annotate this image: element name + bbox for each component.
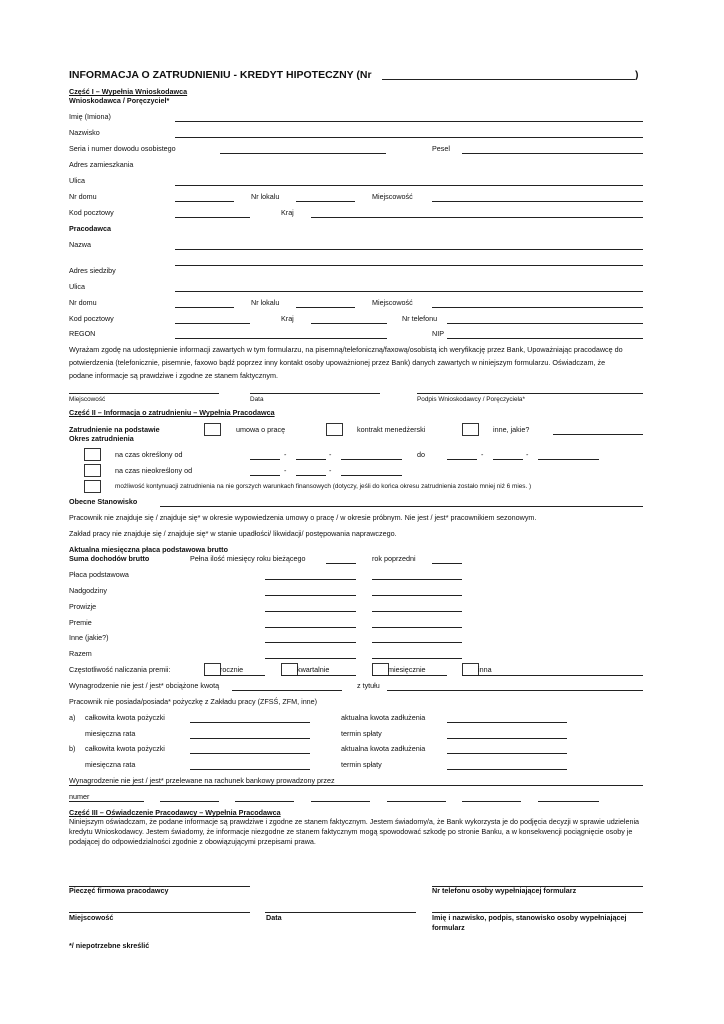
account-seg-3[interactable]: [235, 801, 294, 802]
loan-b-rate-label: miesięczna rata: [85, 760, 136, 769]
fixed-to-day[interactable]: [447, 459, 477, 460]
total-label: Razem: [69, 649, 92, 658]
fixed-from-day[interactable]: [250, 459, 280, 460]
employer-country-label: Kraj: [281, 314, 294, 323]
overtime-prev[interactable]: [372, 595, 462, 596]
transferred-label: Wynagrodzenie nie jest / jest* przelewane na rachunek bankowy prowadzony przez: [69, 776, 335, 785]
employer-city-label: Miejscowość: [372, 298, 413, 307]
bonus-current[interactable]: [265, 627, 356, 628]
overtime-label: Nadgodziny: [69, 586, 107, 595]
first-name-label: Imię (Imiona): [69, 112, 111, 121]
continuation-label: możliwość kontynuacji zatrudnienia na nie gorszych warunkach finansowych (dotyczy, jeśli do końca okresu zatrudnienia zostało mniej niż 6 mies. ): [115, 483, 532, 490]
loan-b-balance-field[interactable]: [447, 753, 567, 754]
checkbox-continuation[interactable]: [84, 480, 101, 493]
freq-monthly-label: miesięcznie: [388, 665, 426, 674]
sig-date-field[interactable]: [250, 393, 380, 394]
stamp-label: Pieczęć firmowa pracodawcy: [69, 886, 169, 895]
employer-country-field[interactable]: [311, 323, 387, 324]
date-sep: -: [284, 466, 287, 475]
loan-b-repayment-field[interactable]: [447, 769, 567, 770]
income-heading: Suma dochodów brutto: [69, 554, 150, 563]
sig-signature-label: Podpis Wnioskodawcy / Poręczyciela*: [417, 396, 525, 403]
house-no-field[interactable]: [175, 201, 234, 202]
date-label: Data: [266, 913, 282, 922]
loan-a-balance-label: aktualna kwota zadłużenia: [341, 713, 426, 722]
application-number-field[interactable]: [382, 79, 635, 80]
phone-label: Nr telefonu osoby wypełniającej formularz: [432, 886, 577, 895]
freq-monthly-line: [372, 675, 447, 676]
id-number-field[interactable]: [220, 153, 386, 154]
date-field[interactable]: [265, 912, 416, 913]
contract-period-label: Okres zatrudnienia: [69, 434, 134, 443]
base-pay-prev[interactable]: [372, 579, 462, 580]
loan-a-total-label: całkowita kwota pożyczki: [85, 713, 165, 722]
freq-quarterly-line: [281, 675, 356, 676]
account-seg-5[interactable]: [387, 801, 446, 802]
house-no-label: Nr domu: [69, 192, 97, 201]
employer-flat-no-label: Nr lokalu: [251, 298, 280, 307]
form-title: INFORMACJA O ZATRUDNIENIU - KREDYT HIPOTECZNY (Nr: [69, 69, 372, 81]
sig-place-label: Miejscowość: [69, 396, 106, 403]
employment-basis-label: Zatrudnienie na podstawie: [69, 425, 160, 434]
base-pay-label: Płaca podstawowa: [69, 570, 129, 579]
street-label: Ulica: [69, 176, 85, 185]
opt-manager-label: kontrakt menedżerski: [357, 425, 426, 434]
commission-prev[interactable]: [372, 611, 462, 612]
date-sep: -: [329, 450, 332, 459]
regon-label: REGON: [69, 329, 96, 338]
employer-postal-field[interactable]: [175, 323, 250, 324]
first-name-field[interactable]: [175, 121, 643, 122]
account-seg-2[interactable]: [160, 801, 219, 802]
employer-name-label: Nazwa: [69, 240, 91, 249]
loan-b-repayment-label: termin spłaty: [341, 760, 382, 769]
freq-quarterly-label: kwartalnie: [297, 665, 330, 674]
bonus-frequency-label: Częstotliwość naliczania premii:: [69, 665, 171, 674]
part1-subheading: Wnioskodawca / Poręczyciel*: [69, 96, 170, 105]
employer-postal-label: Kod pocztowy: [69, 314, 114, 323]
flat-no-field[interactable]: [296, 201, 355, 202]
freq-other-line[interactable]: [462, 675, 643, 676]
other-income-current[interactable]: [265, 642, 356, 643]
employer-house-no-field[interactable]: [175, 307, 234, 308]
checkbox-indefinite[interactable]: [84, 464, 101, 477]
date-sep: -: [481, 450, 484, 459]
overtime-current[interactable]: [265, 595, 356, 596]
other-income-label: Inne (jakie?): [69, 633, 109, 642]
loan-a-repayment-field[interactable]: [447, 738, 567, 739]
title-of-label: z tytułu: [357, 681, 380, 690]
city-field[interactable]: [432, 201, 643, 202]
pesel-label: Pesel: [432, 144, 450, 153]
total-current[interactable]: [265, 658, 356, 659]
burdened-amount-field[interactable]: [232, 690, 342, 691]
id-number-label: Seria i numer dowodu osobistego: [69, 144, 176, 153]
fixed-to-year[interactable]: [538, 459, 599, 460]
employer-street-label: Ulica: [69, 282, 85, 291]
employer-flat-no-field[interactable]: [296, 307, 355, 308]
loan-b-total-label: całkowita kwota pożyczki: [85, 744, 165, 753]
commission-current[interactable]: [265, 611, 356, 612]
footnote: */ niepotrzebne skreślić: [69, 941, 150, 950]
sig-signature-field[interactable]: [417, 393, 643, 394]
opt-employment-label: umowa o pracę: [236, 425, 286, 434]
indefinite-label: na czas nieokreślony od: [115, 466, 193, 475]
freq-yearly-line: [204, 675, 265, 676]
part1-heading: Część I – Wypełnia Wnioskodawca: [69, 87, 188, 96]
employer-house-no-label: Nr domu: [69, 298, 97, 307]
employer-address-label: Adres siedziby: [69, 266, 116, 275]
last-name-label: Nazwisko: [69, 128, 100, 137]
employer-heading: Pracodawca: [69, 224, 111, 233]
loans-label: Pracownik nie posiada/posiada* pożyczkę z Zakładu pracy (ZFSŚ, ZFM, inne): [69, 697, 318, 706]
burdened-label: Wynagrodzenie nie jest / jest* obciążone kwotą: [69, 681, 220, 690]
checkbox-employment-contract[interactable]: [204, 423, 221, 436]
bankruptcy-text: Zakład pracy nie znajduje się / znajduje się* w stanie upadłości/ likwidacji/ postępowania naprawczego.: [69, 529, 397, 538]
employer-phone-field[interactable]: [447, 323, 643, 324]
base-pay-current[interactable]: [265, 579, 356, 580]
months-current-field[interactable]: [326, 563, 356, 564]
loan-a-marker: a): [69, 713, 76, 722]
country-field[interactable]: [311, 217, 643, 218]
loan-a-rate-field[interactable]: [190, 738, 310, 739]
checkbox-fixed-term[interactable]: [84, 448, 101, 461]
country-label: Kraj: [281, 208, 294, 217]
probation-text: Pracownik nie znajduje się / znajduje się* w okresie wypowiedzenia umowy o pracę / w okresie próbnym. Nie jest / jest* pracownikiem sezonowym.: [69, 513, 537, 522]
fixed-to-month[interactable]: [493, 459, 523, 460]
part3-statement: Niniejszym oświadczam, że podane informacje są prawdziwe i zgodne ze stanem faktycznym. Jestem świadomy/a, że Bank wykorzysta je do podjęcia decyzji w sprawie udzielenia kredytu Wnioskodawcy. Jestem świadomy, że informacje niezgodne ze stanem faktycznym mogą spowodować szkodę po stronie Banku, a w konsekwencji pociągnięcie osoby je podającej do odpowiedzialności zgodnie z obowiązującymi przepisami prawa.: [69, 817, 640, 846]
regon-field[interactable]: [175, 338, 387, 339]
account-seg-7[interactable]: [538, 801, 599, 802]
months-current-label: Pełna ilość miesięcy roku bieżącego: [190, 554, 306, 563]
fixed-from-month[interactable]: [296, 459, 326, 460]
account-no-label: numer: [69, 792, 90, 801]
loan-a-balance-field[interactable]: [447, 722, 567, 723]
date-sep: -: [329, 466, 332, 475]
prev-year-field[interactable]: [432, 563, 462, 564]
consent-text: Wyrażam zgodę na udostępnienie informacji zawartych w tym formularzu, na pisemną/telefoniczną/faxową/osobistą ich weryfikację przez Bank, Upoważniając pracodawcę do potwierdzenia (telefonicznie, pisemnie, faxowo bądź poprzez inny kontakt osoby upoważnionej przez Bank) danych zawartych w niniejszym formularzu. Oświadczam, że podane informacje są prawdziwe i zgodne ze stanem faktycznym.: [69, 345, 623, 380]
loan-a-total-field[interactable]: [190, 722, 310, 723]
prev-year-label: rok poprzedni: [372, 554, 416, 563]
nip-label: NIP: [432, 329, 444, 338]
loan-b-marker: b): [69, 744, 76, 753]
bonus-prev[interactable]: [372, 627, 462, 628]
employer-phone-label: Nr telefonu: [402, 314, 438, 323]
bonus-label: Premie: [69, 618, 92, 627]
place-label: Miejscowość: [69, 913, 114, 922]
street-field[interactable]: [175, 185, 643, 186]
freq-other-label: inna: [478, 665, 492, 674]
date-sep: -: [526, 450, 529, 459]
address-label: Adres zamieszkania: [69, 160, 134, 169]
current-position-label: Obecne Stanowisko: [69, 497, 138, 506]
date-sep: -: [284, 450, 287, 459]
postal-code-label: Kod pocztowy: [69, 208, 114, 217]
employer-name-field[interactable]: [175, 249, 643, 250]
account-seg-1[interactable]: [69, 801, 144, 802]
pesel-field[interactable]: [462, 153, 643, 154]
account-seg-4[interactable]: [311, 801, 370, 802]
title-close: ): [635, 69, 639, 81]
burdened-title-field[interactable]: [387, 690, 643, 691]
current-position-field[interactable]: [160, 506, 643, 507]
fixed-term-label: na czas określony od: [115, 450, 183, 459]
fixed-from-year[interactable]: [341, 459, 402, 460]
total-prev[interactable]: [372, 658, 462, 659]
postal-code-field[interactable]: [175, 217, 250, 218]
bank-name-field[interactable]: [69, 785, 643, 786]
indef-from-month[interactable]: [296, 475, 326, 476]
commission-label: Prowizje: [69, 602, 97, 611]
sig-date-label: Data: [250, 396, 264, 403]
part2-heading: Część II – Informacja o zatrudnieniu – Wypełnia Pracodawca: [69, 408, 275, 417]
employer-city-field[interactable]: [432, 307, 643, 308]
employer-street-field[interactable]: [175, 291, 643, 292]
loan-b-rate-field[interactable]: [190, 769, 310, 770]
opt-other-label: inne, jakie?: [493, 425, 530, 434]
city-label: Miejscowość: [372, 192, 413, 201]
checkbox-manager-contract[interactable]: [326, 423, 343, 436]
loan-b-total-field[interactable]: [190, 753, 310, 754]
nip-field[interactable]: [447, 338, 643, 339]
indef-from-year[interactable]: [341, 475, 402, 476]
indef-from-day[interactable]: [250, 475, 280, 476]
to-label: do: [417, 450, 425, 459]
last-name-field[interactable]: [175, 137, 643, 138]
loan-a-rate-label: miesięczna rata: [85, 729, 136, 738]
loan-a-repayment-label: termin spłaty: [341, 729, 382, 738]
loan-b-balance-label: aktualna kwota zadłużenia: [341, 744, 426, 753]
other-income-prev[interactable]: [372, 642, 462, 643]
part3-heading: Część III – Oświadczenie Pracodawcy – Wypełnia Pracodawca: [69, 808, 281, 817]
freq-yearly-label: rocznie: [220, 665, 244, 674]
salary-heading: Aktualna miesięczna płaca podstawowa brutto: [69, 545, 228, 554]
checkbox-other-contract[interactable]: [462, 423, 479, 436]
employer-name-field-2[interactable]: [175, 265, 643, 266]
account-seg-6[interactable]: [462, 801, 521, 802]
name-sig-label: Imię i nazwisko, podpis, stanowisko osoby wypełniającej formularz: [432, 913, 627, 932]
sig-place-field[interactable]: [69, 393, 219, 394]
other-contract-field[interactable]: [553, 434, 643, 435]
flat-no-label: Nr lokalu: [251, 192, 280, 201]
